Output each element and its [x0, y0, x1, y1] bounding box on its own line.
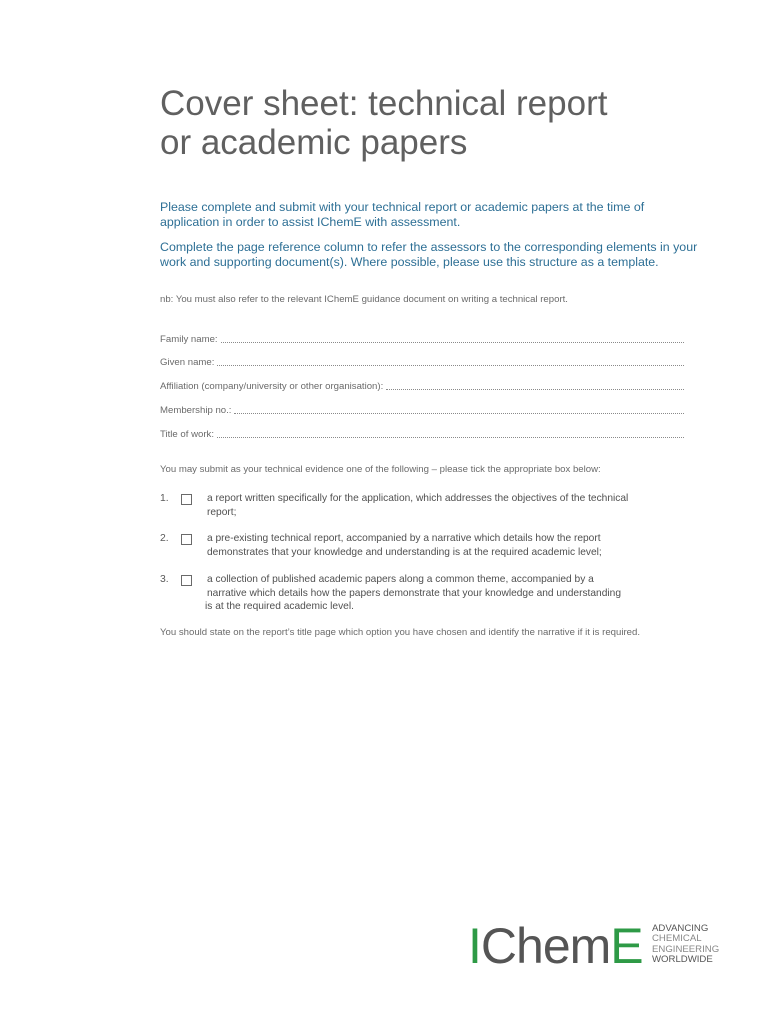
logo-letters-chem: Chem: [480, 918, 611, 974]
family-name-field[interactable]: [160, 332, 684, 346]
icheme-wordmark: [468, 918, 643, 974]
title-of-work-field[interactable]: [160, 427, 684, 441]
option-1-line-1: a report written specifically for the application, which addresses the objectives of the technical: [207, 493, 629, 504]
intro-paragraph-2: Complete the page reference column to refer the assessors to the corresponding elements in your work and supporting document(s). Where possible, please use this structure as a template.: [160, 240, 698, 269]
options-instruction: You may submit as your technical evidence one of the following – please tick the appropriate box below:: [160, 464, 601, 475]
option-3-checkbox[interactable]: [181, 575, 192, 586]
option-2-number: 2.: [160, 533, 169, 544]
guidance-note: nb: You must also refer to the relevant IChemE guidance document on writing a technical report.: [160, 294, 568, 305]
membership-no-label: Membership no.:: [160, 405, 232, 416]
given-name-dotted-line[interactable]: [217, 365, 684, 366]
option-3-number: 3.: [160, 574, 169, 585]
given-name-field[interactable]: [160, 355, 684, 369]
icheme-logo: [468, 918, 738, 978]
option-3-line-2: narrative which details how the papers demonstrate that your knowledge and understanding: [207, 587, 621, 599]
option-3-line-3: is at the required academic level.: [205, 601, 354, 612]
intro-paragraph-1: Please complete and submit with your technical report or academic papers at the time of application in order to assist IChemE with assessment.: [160, 200, 645, 229]
membership-no-dotted-line[interactable]: [234, 413, 684, 414]
option-2-line-2: demonstrates that your knowledge and understanding is at the required academic level;: [207, 546, 602, 558]
affiliation-field[interactable]: [160, 379, 684, 393]
page-title: [160, 84, 720, 162]
page-title-line-2: or academic papers: [160, 123, 468, 162]
title-of-work-dotted-line[interactable]: [217, 437, 684, 438]
title-of-work-label: Title of work:: [160, 429, 215, 440]
logo-tagline: [652, 924, 719, 966]
page-title-line-1: Cover sheet: technical report: [160, 84, 608, 123]
tagline-line-3: ENGINEERING: [652, 943, 720, 955]
option-1-number: 1.: [160, 493, 169, 504]
affiliation-dotted-line[interactable]: [386, 389, 684, 390]
option-2-text: [207, 532, 677, 559]
tagline-line-1: ADVANCING: [652, 923, 709, 934]
option-2-checkbox[interactable]: [181, 534, 192, 545]
affiliation-label: Affiliation (company/university or other organisation):: [160, 381, 384, 392]
logo-letter-i: I: [468, 918, 481, 974]
family-name-dotted-line[interactable]: [221, 342, 684, 343]
option-1-text: [207, 492, 677, 519]
tagline-line-2: CHEMICAL: [652, 933, 702, 945]
option-2-line-1: a pre-existing technical report, accompanied by a narrative which details how the report: [207, 533, 601, 544]
option-3-line-1: a collection of published academic papers along a common theme, accompanied by a: [207, 574, 594, 585]
closing-note: You should state on the report’s title page which option you have chosen and identify the narrative if it is required.: [160, 627, 640, 638]
family-name-label: Family name:: [160, 334, 218, 345]
given-name-label: Given name:: [160, 357, 215, 368]
tagline-line-4: WORLDWIDE: [652, 954, 713, 966]
option-3-text: [207, 573, 677, 614]
option-1-line-2: report;: [207, 506, 237, 518]
logo-letter-e: E: [610, 918, 643, 974]
membership-no-field[interactable]: [160, 403, 684, 417]
option-1-checkbox[interactable]: [181, 494, 192, 505]
